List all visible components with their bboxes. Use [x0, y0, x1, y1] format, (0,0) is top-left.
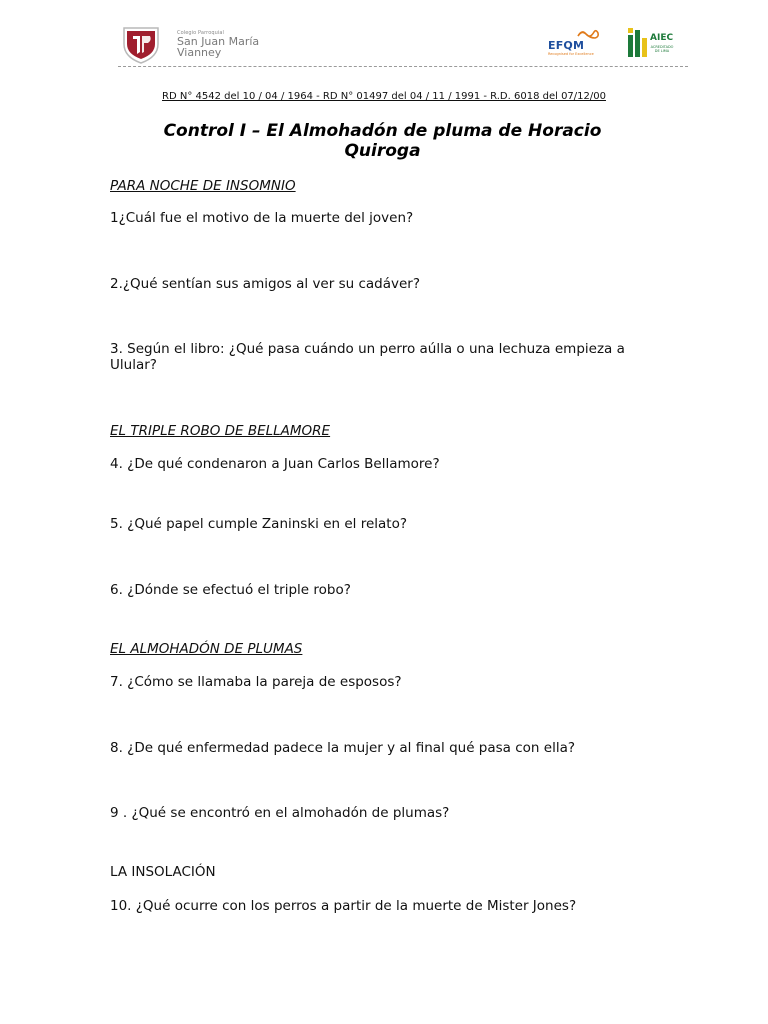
school-name [177, 36, 259, 58]
header-divider [118, 66, 688, 67]
question-9: 9 . ¿Qué se encontró en el almohadón de plumas? [110, 805, 450, 821]
section-heading-bellamore: EL TRIPLE ROBO DE BELLAMORE [110, 423, 331, 439]
resolution-line: RD N° 4542 del 10 / 04 / 1964 - RD N° 01497 del 04 / 11 / 1991 - R.D. 6018 del 07/12/00 [162, 91, 606, 102]
question-7: 7. ¿Cómo se llamaba la pareja de esposos? [110, 674, 402, 690]
school-name-line1: San Juan María [177, 35, 260, 48]
question-4: 4. ¿De qué condenaron a Juan Carlos Bellamore? [110, 456, 440, 472]
question-8: 8. ¿De qué enfermedad padece la mujer y al final qué pasa con ella? [110, 740, 576, 756]
title-line-2: Quiroga [344, 141, 421, 161]
page-title [140, 121, 625, 161]
school-subtitle: Colegio Parroquial [177, 30, 225, 36]
efqm-label: EFQM [548, 39, 585, 52]
efqm-logo [546, 28, 602, 60]
aiec-emblem-icon [626, 26, 648, 60]
efqm-subtitle: Recognised for Excellence [548, 52, 594, 56]
question-1: 1¿Cuál fue el motivo de la muerte del joven? [110, 210, 414, 226]
aiec-subtitle: ACREDITADO DE LIMA [650, 45, 674, 53]
question-5: 5. ¿Qué papel cumple Zaninski en el relato? [110, 516, 407, 532]
school-logo [120, 24, 265, 66]
school-crest-icon [120, 24, 162, 64]
section-heading-almohadon: EL ALMOHADÓN DE PLUMAS [110, 641, 303, 657]
question-10: 10. ¿Qué ocurre con los perros a partir de la muerte de Mister Jones? [110, 898, 577, 914]
aiec-label: AIEC [650, 33, 674, 43]
question-3: 3. Según el libro: ¿Qué pasa cuándo un perro aúlla o una lechuza empieza a Ulular? [110, 341, 625, 373]
aiec-logo [626, 26, 674, 60]
question-2: 2.¿Qué sentían sus amigos al ver su cadáver? [110, 276, 421, 292]
school-name-line2: Vianney [177, 46, 222, 59]
question-6: 6. ¿Dónde se efectuó el triple robo? [110, 582, 351, 598]
section-heading-insolacion: LA INSOLACIÓN [110, 864, 216, 880]
section-heading-insomnio: PARA NOCHE DE INSOMNIO [110, 178, 296, 194]
title-line-1: Control I – El Almohadón de pluma de Horacio [163, 121, 602, 141]
